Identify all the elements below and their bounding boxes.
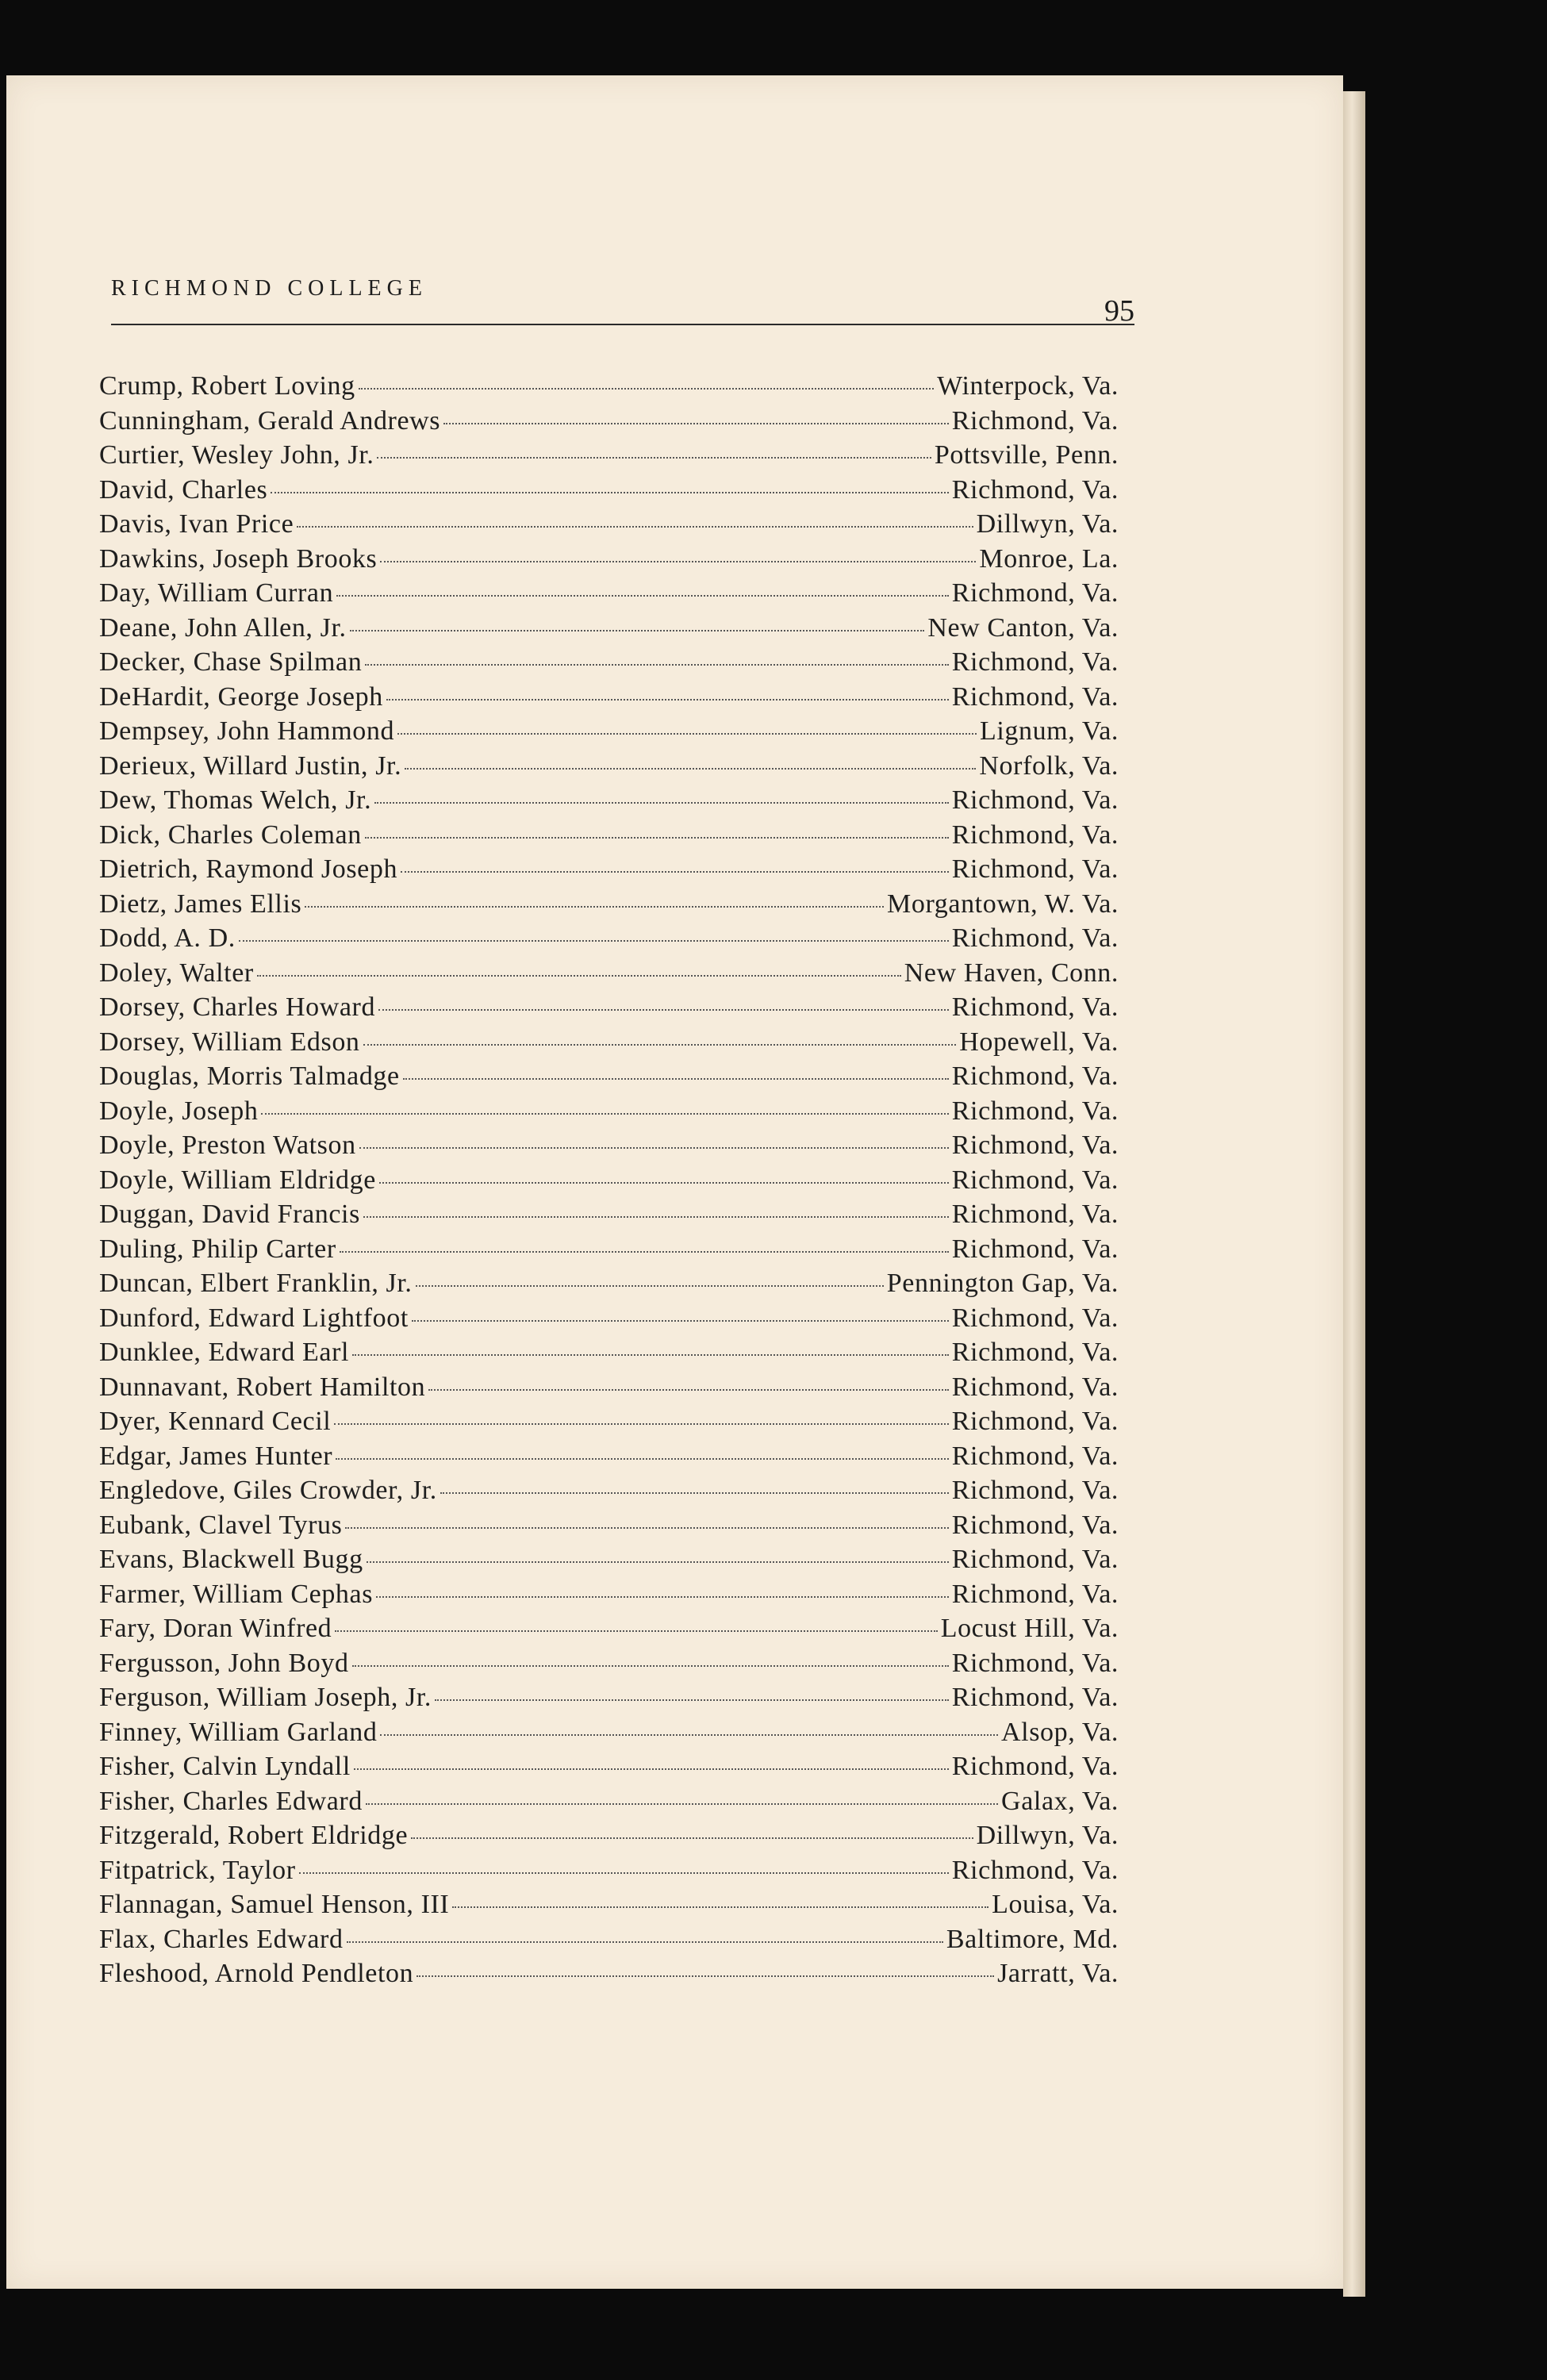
hometown: Richmond, Va. bbox=[951, 1545, 1119, 1574]
student-name: Dietz, James Ellis bbox=[99, 889, 302, 919]
roster-entry bbox=[99, 406, 1119, 441]
dot-leader bbox=[443, 423, 949, 424]
roster-entry bbox=[99, 682, 1119, 717]
hometown: Richmond, Va. bbox=[951, 1372, 1119, 1402]
student-name: Dunnavant, Robert Hamilton bbox=[99, 1372, 426, 1402]
dot-leader bbox=[428, 1389, 949, 1391]
dot-leader bbox=[365, 837, 949, 839]
hometown: Lignum, Va. bbox=[979, 716, 1119, 746]
student-name: Fitzgerald, Robert Eldridge bbox=[99, 1821, 409, 1850]
dot-leader bbox=[435, 1699, 949, 1701]
roster-entry bbox=[99, 371, 1119, 406]
student-name: Davis, Ivan Price bbox=[99, 509, 294, 539]
student-name: Derieux, Willard Justin, Jr. bbox=[99, 750, 402, 781]
roster-entry bbox=[99, 820, 1119, 855]
roster-entry bbox=[99, 1580, 1119, 1614]
dot-leader bbox=[376, 1596, 949, 1598]
student-name: Eubank, Clavel Tyrus bbox=[99, 1510, 343, 1540]
student-name: Dunklee, Edward Earl bbox=[99, 1338, 350, 1367]
roster-entry bbox=[99, 1338, 1119, 1372]
dot-leader bbox=[336, 595, 949, 597]
student-name: Dunford, Edward Lightfoot bbox=[99, 1303, 409, 1333]
hometown: Richmond, Va. bbox=[951, 1648, 1119, 1678]
hometown: Richmond, Va. bbox=[951, 1096, 1119, 1126]
roster-entry bbox=[99, 1027, 1119, 1062]
dot-leader bbox=[367, 1561, 949, 1563]
dot-leader bbox=[297, 526, 973, 528]
hometown: New Canton, Va. bbox=[927, 612, 1119, 643]
hometown: Richmond, Va. bbox=[951, 1200, 1119, 1229]
hometown: Richmond, Va. bbox=[951, 1130, 1119, 1160]
student-name: Crump, Robert Loving bbox=[99, 371, 355, 401]
hometown: Pottsville, Penn. bbox=[934, 440, 1119, 470]
hometown: Richmond, Va. bbox=[951, 992, 1119, 1022]
hometown: Richmond, Va. bbox=[951, 923, 1119, 953]
student-name: Engledove, Giles Crowder, Jr. bbox=[99, 1476, 437, 1505]
roster-entry bbox=[99, 785, 1119, 820]
roster-entry bbox=[99, 1165, 1119, 1200]
hometown: Jarratt, Va. bbox=[997, 1959, 1119, 1988]
student-name: Finney, William Garland bbox=[99, 1717, 378, 1747]
hometown: Dillwyn, Va. bbox=[976, 1821, 1119, 1850]
dot-leader bbox=[239, 940, 949, 942]
dot-leader bbox=[440, 1492, 949, 1494]
student-name: Dorsey, William Edson bbox=[99, 1027, 360, 1057]
student-name: Dyer, Kennard Cecil bbox=[99, 1407, 332, 1436]
student-name: Edgar, James Hunter bbox=[99, 1441, 333, 1471]
student-roster bbox=[99, 371, 1119, 1994]
roster-entry bbox=[99, 613, 1119, 648]
student-name: Dempsey, John Hammond bbox=[99, 716, 395, 746]
roster-entry bbox=[99, 1061, 1119, 1096]
student-name: Flannagan, Samuel Henson, III bbox=[99, 1890, 450, 1919]
student-name: Douglas, Morris Talmadge bbox=[99, 1061, 400, 1091]
roster-entry bbox=[99, 647, 1119, 682]
hometown: Locust Hill, Va. bbox=[940, 1614, 1119, 1643]
hometown: Morgantown, W. Va. bbox=[887, 889, 1119, 919]
dot-leader bbox=[403, 1078, 949, 1080]
roster-entry bbox=[99, 1787, 1119, 1821]
student-name: Duling, Philip Carter bbox=[99, 1234, 336, 1264]
hometown: Richmond, Va. bbox=[951, 1683, 1119, 1712]
roster-entry bbox=[99, 1407, 1119, 1441]
student-name: Fergusson, John Boyd bbox=[99, 1648, 349, 1678]
roster-entry bbox=[99, 1372, 1119, 1407]
hometown: Richmond, Va. bbox=[951, 785, 1119, 815]
hometown: Richmond, Va. bbox=[951, 1061, 1119, 1091]
hometown: Richmond, Va. bbox=[951, 1510, 1119, 1540]
student-name: DeHardit, George Joseph bbox=[99, 681, 383, 712]
page-number: 95 bbox=[1104, 294, 1134, 328]
roster-entry bbox=[99, 440, 1119, 475]
student-name: Duncan, Elbert Franklin, Jr. bbox=[99, 1269, 413, 1298]
student-name: Fleshood, Arnold Pendleton bbox=[99, 1959, 414, 1988]
dot-leader bbox=[379, 1182, 949, 1184]
hometown: Richmond, Va. bbox=[951, 820, 1119, 850]
dot-leader bbox=[345, 1527, 948, 1529]
dot-leader bbox=[363, 1044, 957, 1046]
hometown: New Haven, Conn. bbox=[904, 958, 1119, 988]
roster-entry bbox=[99, 475, 1119, 510]
roster-entry bbox=[99, 992, 1119, 1027]
roster-entry bbox=[99, 1441, 1119, 1476]
hometown: Richmond, Va. bbox=[951, 1234, 1119, 1264]
hometown: Richmond, Va. bbox=[951, 578, 1119, 608]
hometown: Richmond, Va. bbox=[951, 474, 1119, 505]
student-name: Dietrich, Raymond Joseph bbox=[99, 854, 398, 884]
header-rule bbox=[111, 324, 1134, 325]
roster-entry bbox=[99, 1614, 1119, 1649]
hometown: Richmond, Va. bbox=[951, 1855, 1119, 1885]
dot-leader bbox=[380, 561, 976, 562]
hometown: Richmond, Va. bbox=[951, 1407, 1119, 1436]
roster-entry bbox=[99, 854, 1119, 889]
page-edge bbox=[1343, 91, 1365, 2297]
hometown: Louisa, Va. bbox=[992, 1890, 1119, 1919]
student-name: Day, William Curran bbox=[99, 578, 334, 608]
student-name: Doyle, William Eldridge bbox=[99, 1165, 376, 1195]
student-name: Deane, John Allen, Jr. bbox=[99, 612, 347, 643]
roster-entry bbox=[99, 716, 1119, 751]
dot-leader bbox=[350, 630, 925, 631]
running-head: RICHMOND COLLEGE bbox=[111, 276, 428, 301]
roster-entry bbox=[99, 1752, 1119, 1787]
student-name: Dawkins, Joseph Brooks bbox=[99, 543, 378, 574]
student-name: Flax, Charles Edward bbox=[99, 1924, 344, 1954]
dot-leader bbox=[299, 1872, 949, 1874]
student-name: Dodd, A. D. bbox=[99, 923, 236, 953]
hometown: Baltimore, Md. bbox=[946, 1924, 1119, 1954]
dot-leader bbox=[354, 1768, 949, 1770]
dot-leader bbox=[271, 492, 948, 493]
dot-leader bbox=[335, 1630, 937, 1632]
roster-entry bbox=[99, 958, 1119, 993]
dot-leader bbox=[359, 1147, 949, 1149]
student-name: Dick, Charles Coleman bbox=[99, 820, 362, 850]
roster-entry bbox=[99, 1130, 1119, 1165]
dot-leader bbox=[261, 1113, 948, 1115]
dot-leader bbox=[380, 1734, 998, 1736]
dot-leader bbox=[397, 733, 977, 735]
roster-entry bbox=[99, 889, 1119, 924]
roster-entry bbox=[99, 1303, 1119, 1338]
roster-entry bbox=[99, 1476, 1119, 1511]
roster-entry bbox=[99, 1096, 1119, 1131]
dot-leader bbox=[336, 1458, 949, 1460]
student-name: Curtier, Wesley John, Jr. bbox=[99, 440, 374, 470]
roster-entry bbox=[99, 923, 1119, 958]
roster-entry bbox=[99, 544, 1119, 579]
hometown: Richmond, Va. bbox=[951, 1752, 1119, 1781]
roster-entry bbox=[99, 1269, 1119, 1303]
dot-leader bbox=[377, 457, 931, 459]
hometown: Richmond, Va. bbox=[951, 1441, 1119, 1471]
student-name: Cunningham, Gerald Andrews bbox=[99, 405, 441, 436]
dot-leader bbox=[386, 699, 949, 701]
dot-leader bbox=[412, 1320, 949, 1322]
hometown: Richmond, Va. bbox=[951, 1303, 1119, 1333]
dot-leader bbox=[378, 1009, 949, 1011]
roster-entry bbox=[99, 509, 1119, 544]
hometown: Richmond, Va. bbox=[951, 405, 1119, 436]
roster-entry bbox=[99, 1683, 1119, 1718]
student-name: Doyle, Joseph bbox=[99, 1096, 259, 1126]
hometown: Richmond, Va. bbox=[951, 1579, 1119, 1609]
dot-leader bbox=[401, 871, 949, 873]
dot-leader bbox=[411, 1837, 973, 1839]
hometown: Galax, Va. bbox=[1001, 1786, 1119, 1816]
hometown: Richmond, Va. bbox=[951, 1165, 1119, 1195]
student-name: Duggan, David Francis bbox=[99, 1200, 360, 1229]
dot-leader bbox=[374, 802, 949, 804]
roster-entry bbox=[99, 1925, 1119, 1960]
roster-entry bbox=[99, 1200, 1119, 1234]
dot-leader bbox=[352, 1665, 949, 1667]
dot-leader bbox=[334, 1423, 948, 1425]
student-name: Decker, Chase Spilman bbox=[99, 647, 363, 677]
student-name: Fisher, Calvin Lyndall bbox=[99, 1752, 351, 1781]
hometown: Richmond, Va. bbox=[951, 854, 1119, 884]
dot-leader bbox=[452, 1906, 988, 1908]
dot-leader bbox=[366, 1803, 998, 1805]
hometown: Pennington Gap, Va. bbox=[886, 1269, 1119, 1298]
dot-leader bbox=[257, 975, 901, 977]
dot-leader bbox=[363, 1216, 949, 1218]
hometown: Alsop, Va. bbox=[1001, 1717, 1119, 1747]
dot-leader bbox=[365, 664, 948, 666]
hometown: Norfolk, Va. bbox=[979, 750, 1119, 781]
roster-entry bbox=[99, 1545, 1119, 1580]
roster-entry bbox=[99, 1856, 1119, 1891]
student-name: David, Charles bbox=[99, 474, 268, 505]
roster-entry bbox=[99, 578, 1119, 613]
hometown: Hopewell, Va. bbox=[959, 1027, 1119, 1057]
hometown: Richmond, Va. bbox=[951, 1338, 1119, 1367]
dot-leader bbox=[359, 388, 934, 390]
roster-entry bbox=[99, 1821, 1119, 1856]
dot-leader bbox=[305, 906, 884, 908]
dot-leader bbox=[340, 1251, 949, 1253]
dot-leader bbox=[347, 1941, 943, 1943]
hometown: Richmond, Va. bbox=[951, 1476, 1119, 1505]
hometown: Monroe, La. bbox=[979, 543, 1119, 574]
dot-leader bbox=[416, 1975, 994, 1977]
roster-entry bbox=[99, 1649, 1119, 1683]
student-name: Ferguson, William Joseph, Jr. bbox=[99, 1683, 432, 1712]
student-name: Fary, Doran Winfred bbox=[99, 1614, 332, 1643]
roster-entry bbox=[99, 1890, 1119, 1925]
student-name: Dorsey, Charles Howard bbox=[99, 992, 376, 1022]
hometown: Richmond, Va. bbox=[951, 681, 1119, 712]
student-name: Fisher, Charles Edward bbox=[99, 1786, 363, 1816]
student-name: Fitpatrick, Taylor bbox=[99, 1855, 296, 1885]
roster-entry bbox=[99, 1718, 1119, 1752]
student-name: Evans, Blackwell Bugg bbox=[99, 1545, 363, 1574]
dot-leader bbox=[352, 1354, 949, 1356]
hometown: Winterpock, Va. bbox=[937, 371, 1119, 401]
roster-entry bbox=[99, 1234, 1119, 1269]
roster-entry bbox=[99, 1959, 1119, 1994]
roster-entry bbox=[99, 751, 1119, 786]
roster-entry bbox=[99, 1511, 1119, 1545]
hometown: Dillwyn, Va. bbox=[976, 509, 1119, 539]
dot-leader bbox=[405, 768, 976, 770]
student-name: Farmer, William Cephas bbox=[99, 1579, 374, 1609]
hometown: Richmond, Va. bbox=[951, 647, 1119, 677]
student-name: Dew, Thomas Welch, Jr. bbox=[99, 785, 372, 815]
student-name: Doyle, Preston Watson bbox=[99, 1130, 356, 1160]
student-name: Doley, Walter bbox=[99, 958, 254, 988]
dot-leader bbox=[416, 1285, 884, 1287]
